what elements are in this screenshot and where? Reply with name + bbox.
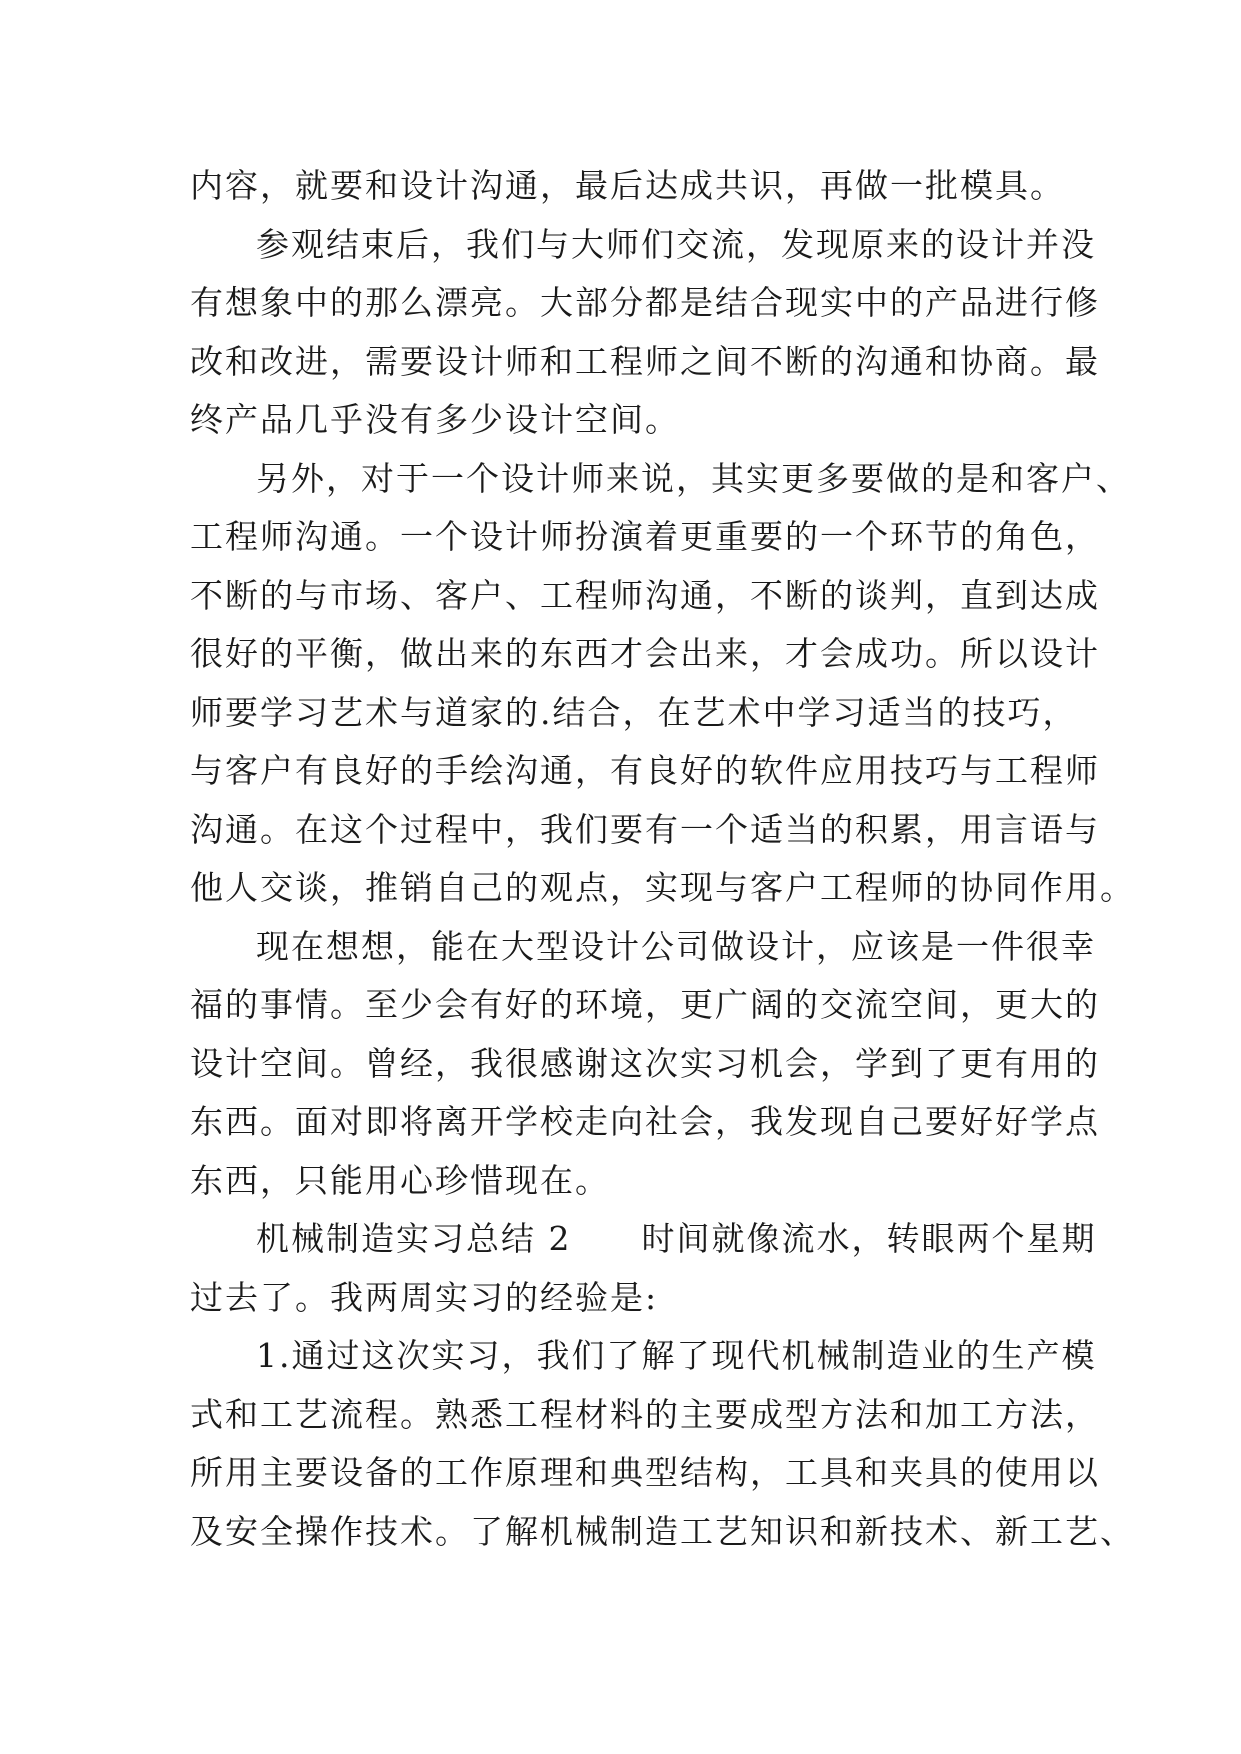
- text-line: 东西，只能用心珍惜现在。: [190, 1160, 610, 1200]
- text-line: 福的事情。至少会有好的环境，更广阔的交流空间，更大的: [190, 985, 1100, 1024]
- text-line: 很好的平衡，做出来的东西才会出来，才会成功。所以设计: [190, 634, 1100, 673]
- text-line: 设计空间。曾经，我很感谢这次实习机会，学到了更有用的: [190, 1043, 1100, 1083]
- document-body: [190, 157, 1135, 1561]
- text-line: 与客户有良好的手绘沟通，有良好的软件应用技巧与工程师: [190, 751, 1100, 790]
- text-line: 沟通。在这个过程中，我们要有一个适当的积累，用言语与: [190, 809, 1100, 849]
- paragraph-start-line: 参观结束后，我们与大师们交流，发现原来的设计并没: [256, 224, 1096, 264]
- text-line: 式和工艺流程。熟悉工程材料的主要成型方法和加工方法，: [190, 1394, 1100, 1434]
- text-line: 师要学习艺术与道家的.结合，在艺术中学习适当的技巧，: [190, 692, 1078, 732]
- text-line: 改和改进，需要设计师和工程师之间不断的沟通和协商。最: [190, 341, 1100, 381]
- list-item-line: 1.通过这次实习，我们了解了现代机械制造业的生产模: [256, 1336, 1097, 1375]
- text-line: 过去了。我两周实习的经验是:: [190, 1277, 659, 1317]
- section-heading-line: 机械制造实习总结 2 时间就像流水，转眼两个星期: [256, 1219, 1097, 1258]
- text-line: 东西。面对即将离开学校走向社会，我发现自己要好好学点: [190, 1102, 1100, 1141]
- text-line: 不断的与市场、客户、工程师沟通，不断的谈判，直到达成: [190, 575, 1100, 615]
- text-line: 终产品几乎没有多少设计空间。: [190, 400, 680, 439]
- text-line: 所用主要设备的工作原理和典型结构，工具和夹具的使用以: [190, 1453, 1100, 1492]
- text-line: 有想象中的那么漂亮。大部分都是结合现实中的产品进行修: [190, 283, 1100, 322]
- text-line: 工程师沟通。一个设计师扮演着更重要的一个环节的角色，: [190, 517, 1100, 556]
- paragraph-start-line: 另外，对于一个设计师来说，其实更多要做的是和客户、: [256, 458, 1131, 498]
- text-line: 及安全操作技术。了解机械制造工艺知识和新技术、新工艺、: [190, 1511, 1135, 1551]
- text-line: 内容，就要和设计沟通，最后达成共识，再做一批模具。: [190, 166, 1065, 205]
- paragraph-start-line: 现在想想，能在大型设计公司做设计，应该是一件很幸: [256, 926, 1096, 966]
- text-line: 他人交谈，推销自己的观点，实现与客户工程师的协同作用。: [190, 868, 1135, 907]
